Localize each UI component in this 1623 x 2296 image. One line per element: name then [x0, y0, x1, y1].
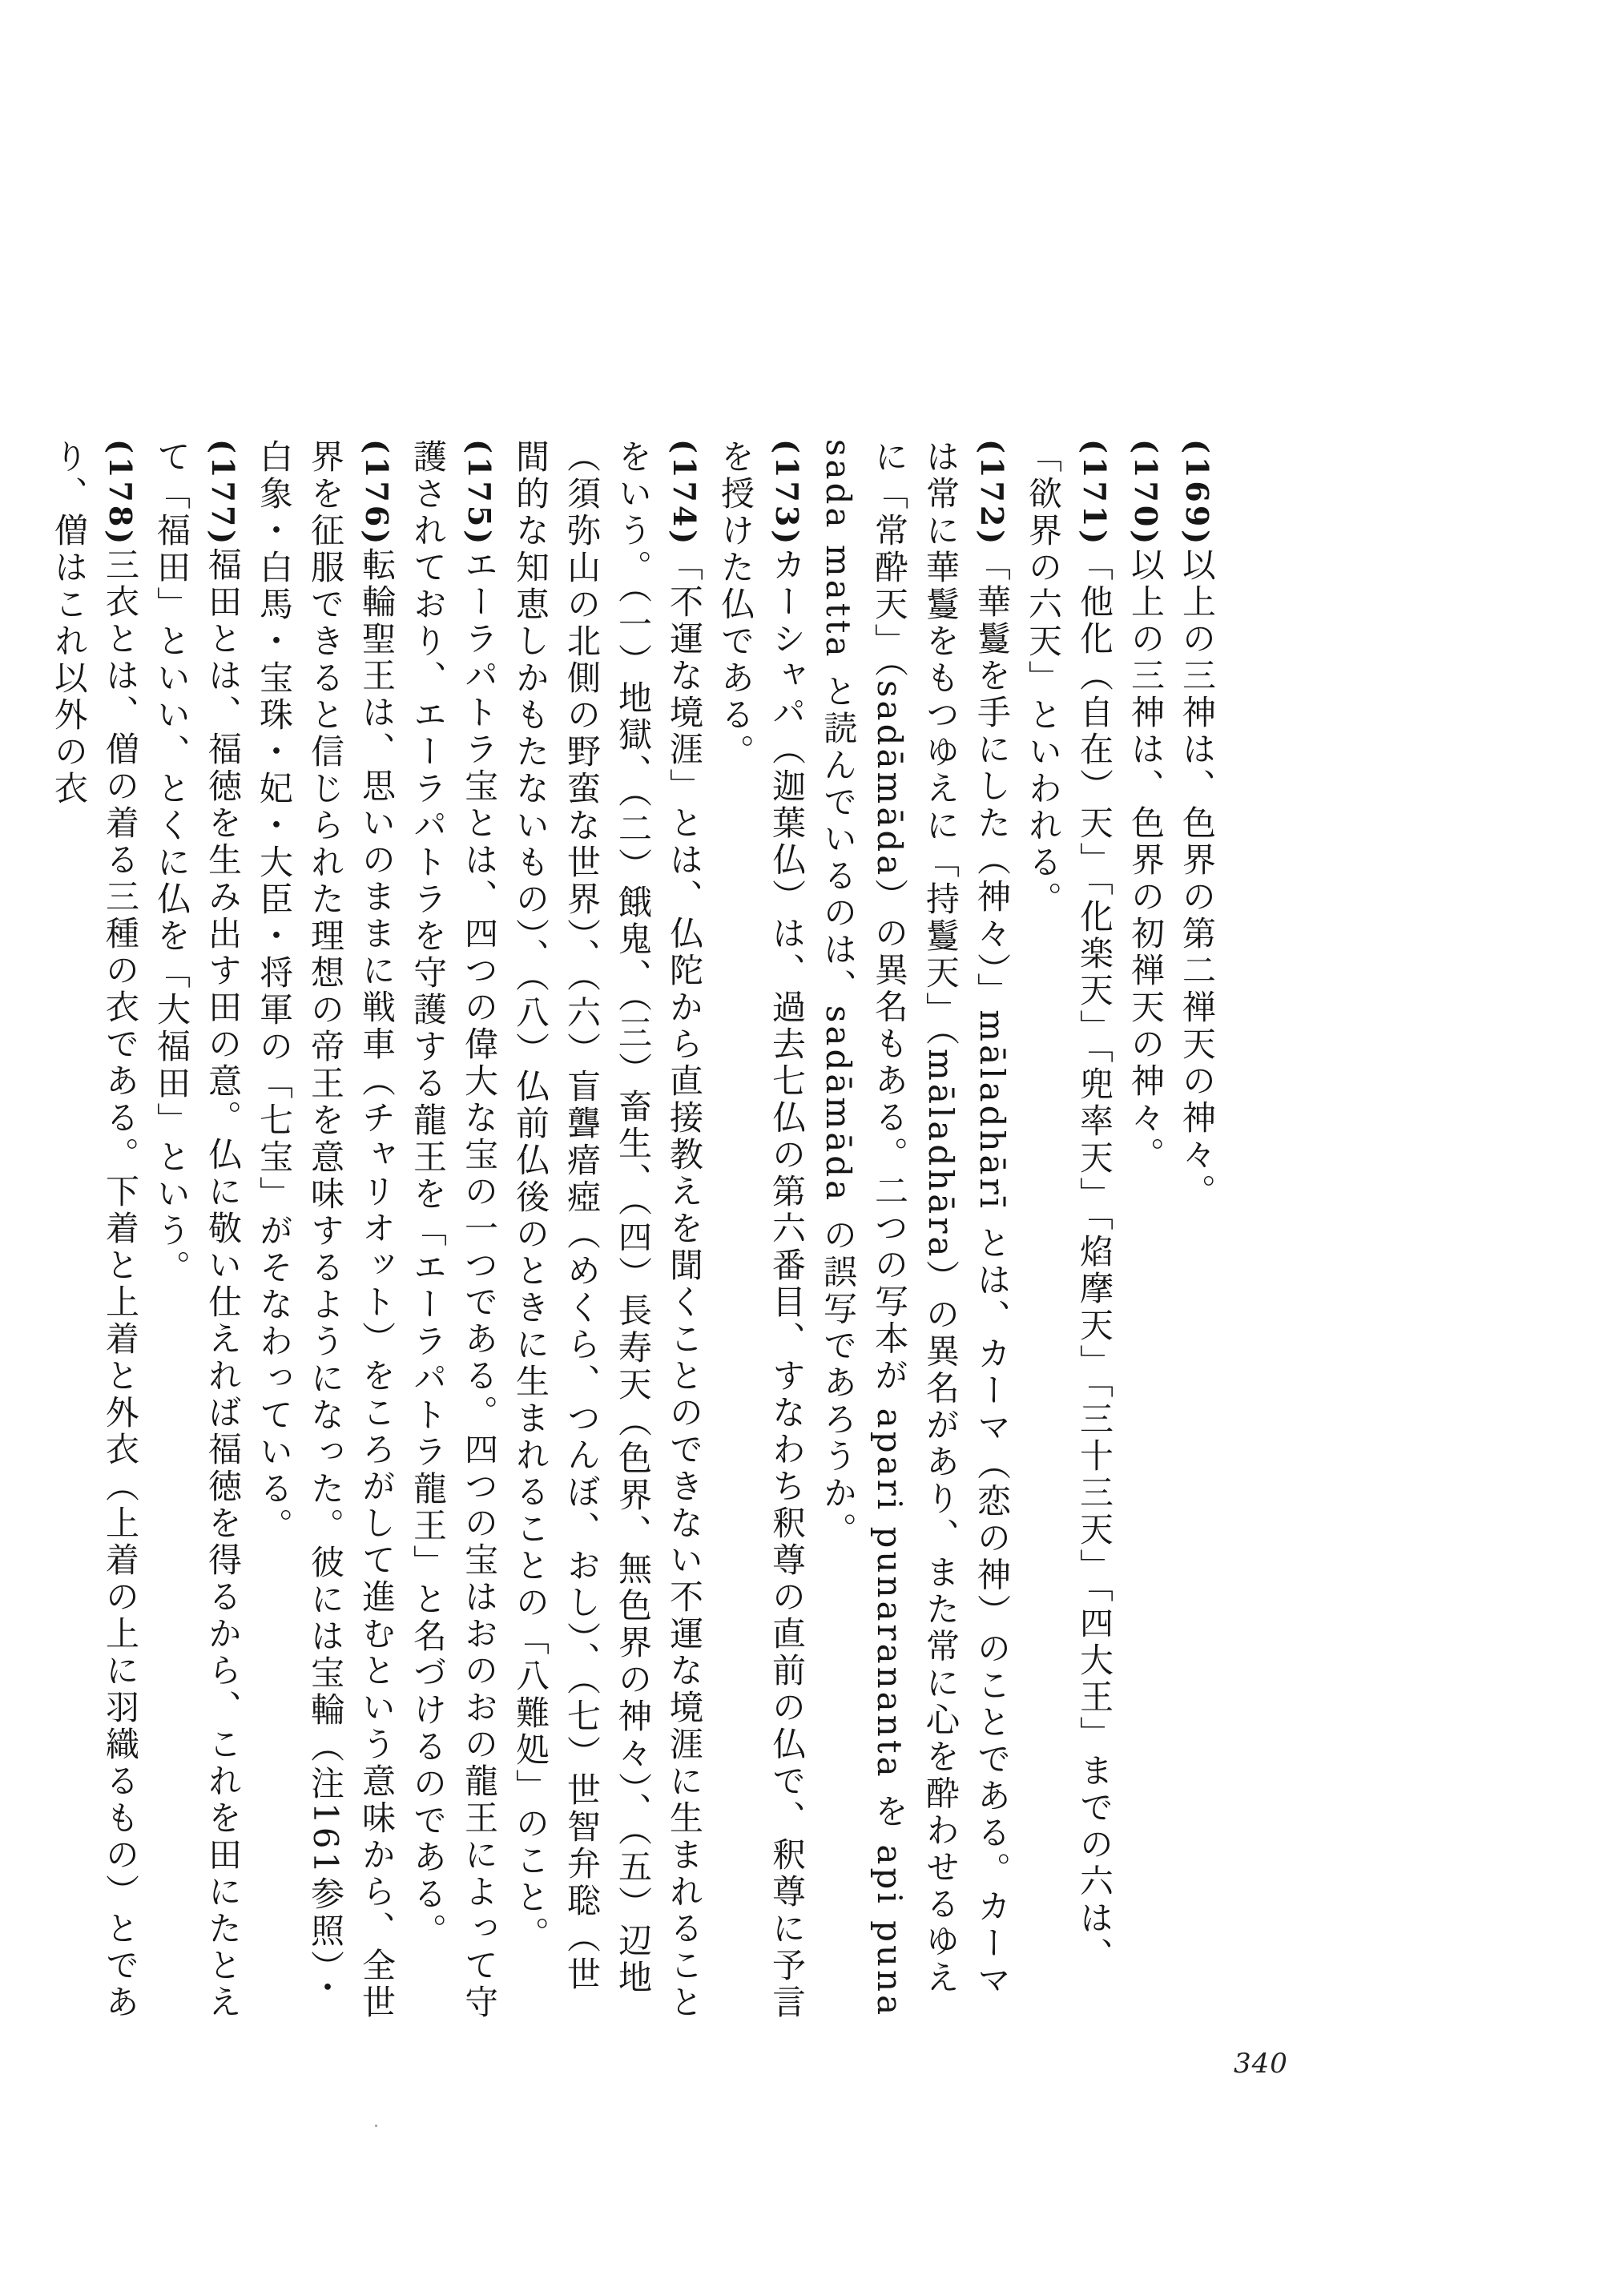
- endnotes-text-block: [50, 439, 1222, 2025]
- note-number: (172): [974, 439, 1010, 548]
- note-text: 「他化（自在）天」「化楽天」「兜率天」「焰摩天」「三十三天」「四大王」までの六は、「欲界の六天」といわれる。: [1024, 439, 1114, 1975]
- endnote: [1171, 439, 1222, 2025]
- note-number: (173): [769, 439, 805, 548]
- note-number: (170): [1128, 439, 1164, 548]
- note-text: 転輪聖王は、思いのままに戦車（チャリオット）をころがして進むという意味から、全世界を征服できると信じられた理想の帝王を意味するようになった。彼には宝輪（注161参照）・白象・白馬・宝珠・妃・大臣・将軍の「七宝」がそなわっている。: [255, 439, 397, 2022]
- note-number: (178): [103, 439, 139, 548]
- endnote: [43, 439, 146, 2025]
- note-text: 福田とは、福徳を生み出す田の意。仏に敬い仕えれば福徳を得るから、これを田にたとえて「福田」といい、とくに仏を「大福田」という。: [152, 439, 243, 2022]
- endnote: [248, 439, 402, 2025]
- endnote: [505, 439, 710, 2025]
- note-number: (175): [461, 439, 497, 548]
- note-number: (171): [1077, 439, 1113, 548]
- note-number: (174): [667, 439, 703, 548]
- endnote: [1017, 439, 1120, 2025]
- note-text: 三衣とは、僧の着る三種の衣である。下着と上着と外衣（上着の上に羽織るもの）とであり、僧はこれ以外の衣: [50, 439, 140, 2022]
- note-text: エーラパトラ宝とは、四つの偉大な宝の一つである。四つの宝はおのおの龍王によって守護されており、エーラパトラを守護する龍王を「エーラパトラ龍王」と名づけるのである。: [409, 439, 499, 2022]
- page-number: 340: [1234, 2048, 1288, 2080]
- note-number: (169): [1179, 439, 1215, 548]
- endnote: [1120, 439, 1171, 2025]
- note-text: カーシャパ（迦葉仏）は、過去七仏の第六番目、すなわち釈尊の直前の仏で、釈尊に予言を授けた仏である。: [716, 439, 807, 2022]
- note-text: 「不運な境涯」とは、仏陀から直接教えを聞くことのできない不運な境涯に生まれることをいう。（一）地獄、（二）餓鬼、（三）畜生、（四）長寿天（色界、無色界の神々）、（五）辺地（須弥山の北側の野蛮な世界）、（六）盲聾瘖瘂（めくら、つんぼ、おし）、（七）世智弁聡（世間的な知恵しかもたないもの）、（八）仏前仏後のときに生まれることの「八難処」のこと。: [511, 439, 704, 2022]
- note-number: (176): [359, 439, 395, 548]
- paper-speck: [375, 2125, 377, 2127]
- endnote: [402, 439, 505, 2025]
- endnote: [710, 439, 812, 2025]
- note-text: 以上の三神は、色界の第二禅天の神々。: [1178, 547, 1217, 1211]
- endnote: [146, 439, 248, 2025]
- note-text: 以上の三神は、色界の初禅天の神々。: [1126, 547, 1166, 1174]
- note-text: 「華鬘を手にした（神々）」māladhārī とは、カーマ（恋の神）のことである。カーマは常に華鬘をもつゆえに「持鬘天」（māladhāra）の異名があり、また常に心を酔わせるゆえに「常酔天」（sadāmāda）の異名もある。二つの写本が apari punarananta を api puna sada matta と読んでいるのは、sadāmāda の誤写であろうか。: [819, 439, 1012, 2019]
- endnote: [812, 439, 1017, 2025]
- note-number: (177): [205, 439, 241, 548]
